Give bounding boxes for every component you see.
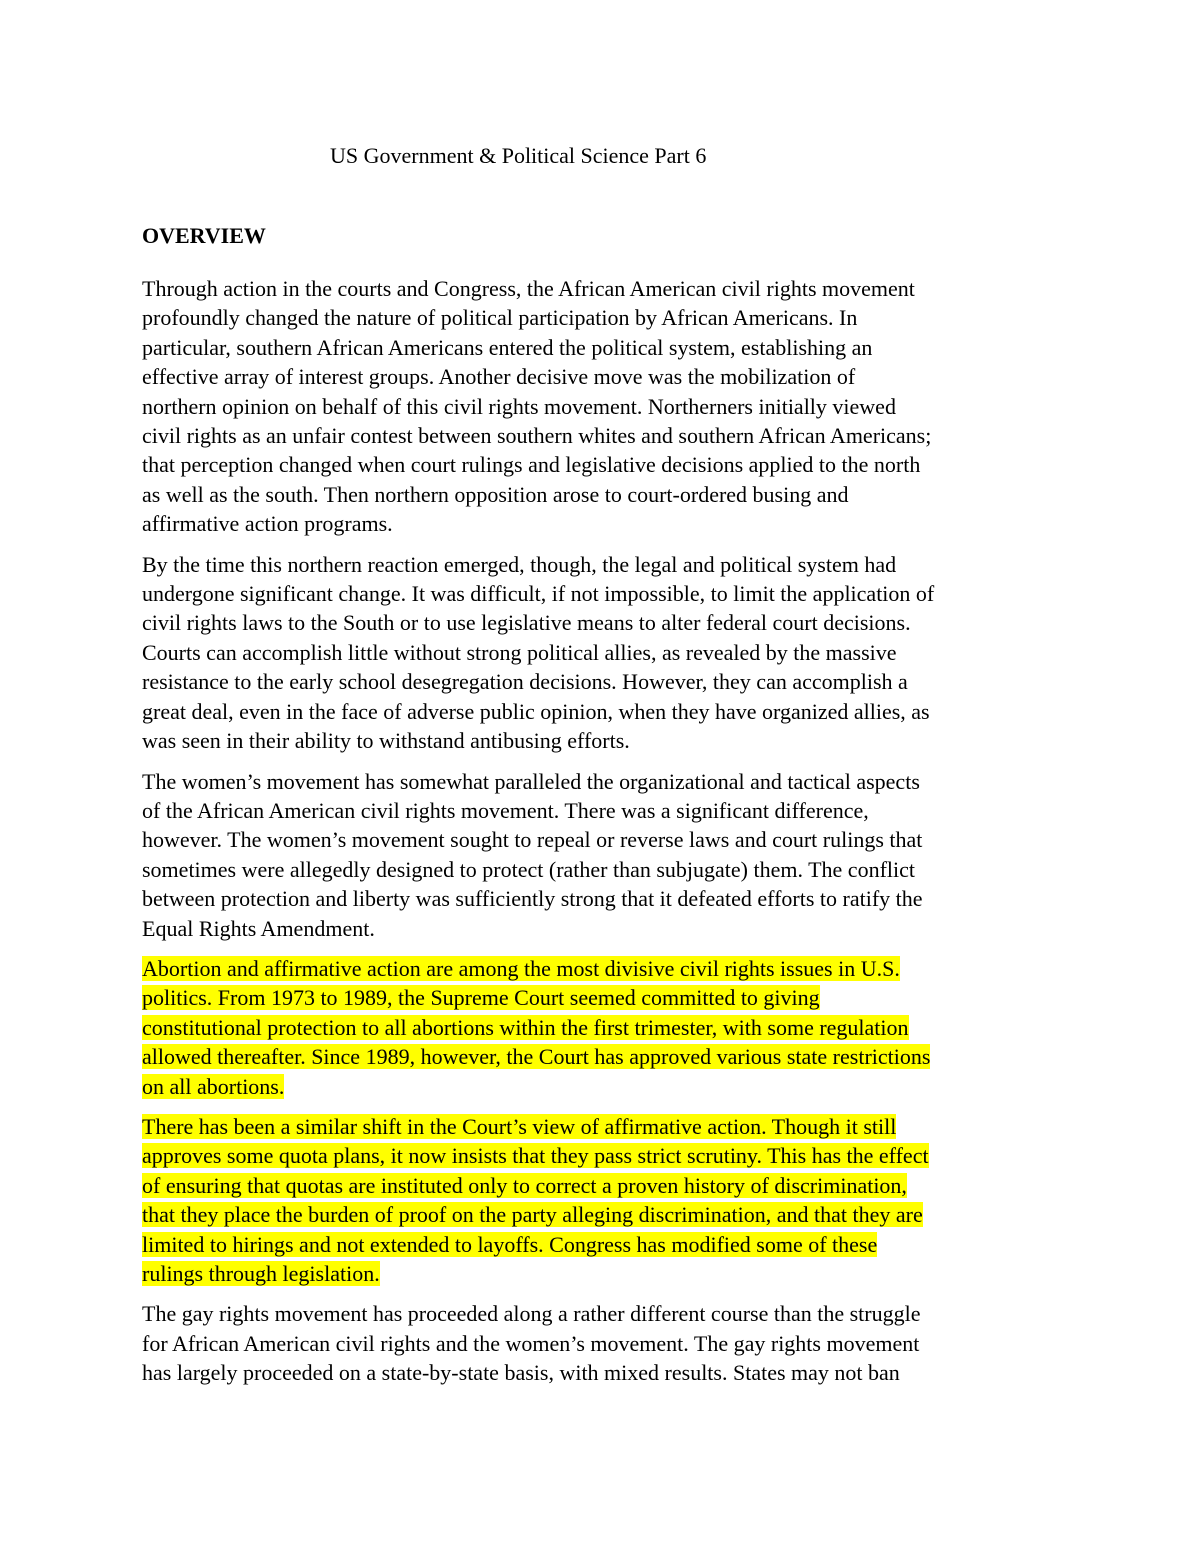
text-line bbox=[142, 914, 1077, 943]
paragraph bbox=[142, 274, 1077, 539]
text-line-content: allowed thereafter. Since 1989, however, the Court has approved various state restrictions bbox=[142, 1044, 931, 1070]
text-line bbox=[142, 1042, 1077, 1071]
text-line bbox=[142, 1072, 1077, 1101]
text-line-content: was seen in their ability to withstand antibusing efforts. bbox=[142, 728, 630, 754]
text-line-content: as well as the south. Then northern opposition arose to court-ordered busing and bbox=[142, 481, 849, 507]
text-line bbox=[142, 608, 1077, 637]
text-line bbox=[142, 697, 1077, 726]
text-line bbox=[142, 480, 1077, 509]
text-line-content: rulings through legislation. bbox=[142, 1261, 380, 1286]
text-line bbox=[142, 638, 1077, 667]
text-line-content: has largely proceeded on a state-by-state basis, with mixed results. States may not ban bbox=[142, 1360, 900, 1386]
text-line bbox=[142, 362, 1077, 391]
text-line-content: profoundly changed the nature of political participation by African Americans. In bbox=[142, 305, 858, 331]
text-line-content: northern opinion on behalf of this civil rights movement. Northerners initially viewed bbox=[142, 393, 896, 419]
text-line-content: effective array of interest groups. Another decisive move was the mobilization of bbox=[142, 364, 856, 390]
document-body bbox=[142, 274, 1077, 1399]
text-line-content: civil rights as an unfair contest between southern whites and southern African Americans; bbox=[142, 423, 932, 449]
text-line-content: however. The women’s movement sought to repeal or reverse laws and court rulings that bbox=[142, 827, 923, 853]
text-line-content: sometimes were allegedly designed to protect (rather than subjugate) them. The conflict bbox=[142, 856, 915, 882]
text-line-content: approves some quota plans, it now insists that they pass strict scrutiny. This has the effect bbox=[142, 1143, 929, 1169]
text-line bbox=[142, 1259, 1077, 1288]
text-line bbox=[142, 550, 1077, 579]
text-line bbox=[142, 667, 1077, 696]
text-line bbox=[142, 1299, 1077, 1328]
text-line bbox=[142, 1358, 1077, 1387]
text-line bbox=[142, 884, 1077, 913]
text-line-content: Through action in the courts and Congress, the African American civil rights movement bbox=[142, 276, 915, 301]
text-line-content: that they place the burden of proof on the party alleging discrimination, and that they are bbox=[142, 1202, 923, 1228]
text-line bbox=[142, 579, 1077, 608]
text-line-content: There has been a similar shift in the Court’s view of affirmative action. Though it still bbox=[142, 1113, 897, 1139]
text-line bbox=[142, 1013, 1077, 1042]
text-line bbox=[142, 392, 1077, 421]
text-line bbox=[142, 983, 1077, 1012]
text-line-content: great deal, even in the face of adverse public opinion, when they have organized allies, as bbox=[142, 698, 930, 724]
text-line bbox=[142, 509, 1077, 538]
text-line-content: Courts can accomplish little without strong political allies, as revealed by the massive bbox=[142, 639, 897, 665]
text-line bbox=[142, 767, 1077, 796]
paragraph bbox=[142, 1299, 1077, 1387]
text-line bbox=[142, 796, 1077, 825]
text-line bbox=[142, 726, 1077, 755]
text-line-content: By the time this northern reaction emerged, though, the legal and political system had bbox=[142, 551, 897, 577]
text-line bbox=[142, 421, 1077, 450]
text-line-content: civil rights laws to the South or to use legislative means to alter federal court decisions. bbox=[142, 610, 911, 636]
text-line bbox=[142, 1141, 1077, 1170]
text-line bbox=[142, 825, 1077, 854]
text-line-content: on all abortions. bbox=[142, 1073, 285, 1099]
text-line bbox=[142, 303, 1077, 332]
text-line-content: The gay rights movement has proceeded along a rather different course than the struggle bbox=[142, 1301, 921, 1327]
text-line bbox=[142, 1171, 1077, 1200]
text-line bbox=[142, 333, 1077, 362]
section-heading-overview: OVERVIEW bbox=[142, 223, 266, 248]
text-line-content: between protection and liberty was sufficiently strong that it defeated efforts to ratify the bbox=[142, 886, 923, 912]
paragraph bbox=[142, 550, 1077, 756]
text-line-content: The women’s movement has somewhat paralleled the organizational and tactical aspects bbox=[142, 768, 920, 794]
text-line-content: Abortion and affirmative action are among the most divisive civil rights issues in U.S. bbox=[142, 955, 900, 981]
text-line-content: of the African American civil rights movement. There was a significant difference, bbox=[142, 797, 869, 823]
text-line-content: resistance to the early school desegregation decisions. However, they can accomplish a bbox=[142, 669, 908, 695]
text-line bbox=[142, 1200, 1077, 1229]
text-line-content: politics. From 1973 to 1989, the Supreme Court seemed committed to giving bbox=[142, 985, 820, 1011]
text-line bbox=[142, 1230, 1077, 1259]
text-line bbox=[142, 855, 1077, 884]
text-line bbox=[142, 450, 1077, 479]
text-line-content: for African American civil rights and the women’s movement. The gay rights movement bbox=[142, 1330, 920, 1356]
text-line-content: undergone significant change. It was difficult, if not impossible, to limit the application of bbox=[142, 581, 935, 607]
text-line-content: that perception changed when court rulings and legislative decisions applied to the north bbox=[142, 452, 921, 478]
text-line-content: constitutional protection to all abortions within the first trimester, with some regulation bbox=[142, 1014, 909, 1040]
text-line bbox=[142, 954, 1077, 983]
text-line bbox=[142, 1112, 1077, 1141]
highlighted-paragraph bbox=[142, 954, 1077, 1101]
paragraph bbox=[142, 767, 1077, 943]
text-line-content: particular, southern African Americans entered the political system, establishing an bbox=[142, 334, 873, 360]
text-line-content: affirmative action programs. bbox=[142, 511, 393, 537]
text-line-content: of ensuring that quotas are instituted only to correct a proven history of discrimination, bbox=[142, 1172, 907, 1198]
text-line bbox=[142, 1329, 1077, 1358]
document-title: US Government & Political Science Part 6 bbox=[330, 143, 707, 168]
text-line-content: Equal Rights Amendment. bbox=[142, 915, 375, 941]
text-line bbox=[142, 274, 1077, 303]
text-line-content: limited to hirings and not extended to layoffs. Congress has modified some of these bbox=[142, 1231, 878, 1257]
highlighted-paragraph bbox=[142, 1112, 1077, 1288]
